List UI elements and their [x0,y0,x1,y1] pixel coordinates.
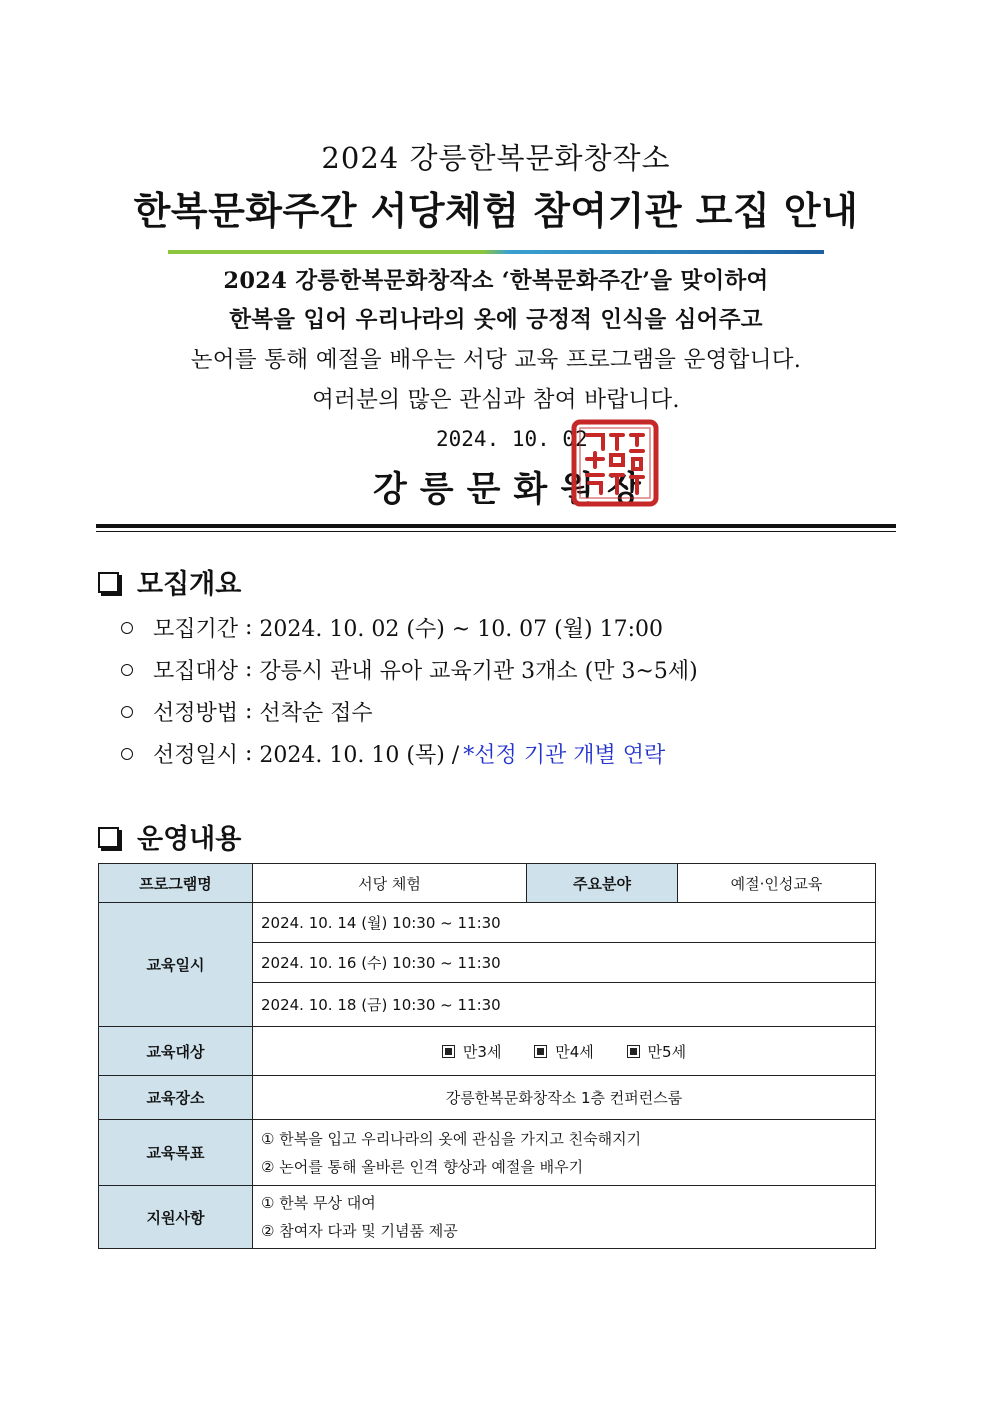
section-title-text: 운영내용 [137,824,242,855]
target-age-4 [534,1041,594,1062]
issue-date: 2024. 10. 02 [436,427,588,451]
goal-label: 교육목표 [99,1120,253,1186]
goal-1: ① 한복을 입고 우리나라의 옷에 관심을 가지고 친숙해지기 [261,1129,642,1148]
item-value: 2024. 10. 10 (목) / [259,743,460,768]
support-2: ② 참여자 다과 및 기념품 제공 [261,1222,458,1240]
contact-note: *선정 기관 개별 연락 [463,743,666,768]
section-title-recruitment [98,562,241,601]
item-separator: : [238,657,260,682]
place-label: 교육장소 [99,1076,253,1120]
section-title-operation [98,817,241,856]
circle-bullet-icon [121,706,133,718]
checked-box-icon [442,1045,455,1058]
circle-bullet-icon [121,664,133,676]
item-label: 모집대상 [153,659,239,684]
item-separator: : [238,741,260,766]
place-value: 강릉한복문화창작소 1층 컨퍼런스룸 [253,1076,876,1120]
intro-line-1: 2024 강릉한복문화창작소 ‘한복문화주간’을 맞이하여 [223,268,769,294]
support-1: ① 한복 무상 대여 [261,1194,376,1212]
field-label: 주요분야 [527,864,678,903]
program-value: 서당 체험 [253,864,527,903]
item-value: 강릉시 관내 유아 교육기관 3개소 (만 3~5세) [259,659,698,684]
support-values [253,1186,876,1249]
goal-2: ② 논어를 통해 올바른 인격 향상과 예절을 배우기 [261,1157,584,1176]
table-row [99,903,876,943]
section-title-text: 모집개요 [137,569,242,600]
checkbox-square-icon [98,827,119,848]
target-age-3 [442,1041,502,1062]
schedule-label: 교육일시 [99,903,253,1027]
table-row [99,1027,876,1076]
program-info-table [98,863,876,1249]
checkbox-square-icon [98,572,119,593]
document-subtitle: 2024 강릉한복문화창작소 [321,141,671,175]
schedule-2: 2024. 10. 16 (수) 10:30 ~ 11:30 [253,943,876,983]
circle-bullet-icon [121,622,133,634]
list-item [121,612,663,643]
circle-bullet-icon [121,748,133,760]
goal-values [253,1120,876,1186]
support-label: 지원사항 [99,1186,253,1249]
official-seal-icon [571,419,659,507]
intro-line-4: 여러분의 많은 관심과 참여 바랍니다. [312,387,680,413]
table-row [99,864,876,903]
checked-box-icon [627,1045,640,1058]
signatory: 강릉문화원장 [373,469,654,510]
target-age-5 [627,1041,687,1062]
item-label: 모집기간 [153,617,239,642]
intro-line-3: 논어를 통해 예절을 배우는 서당 교육 프로그램을 운영합니다. [190,347,802,373]
list-item [121,654,698,685]
schedule-1: 2024. 10. 14 (월) 10:30 ~ 11:30 [253,903,876,943]
document-title: 한복문화주간 서당체험 참여기관 모집 안내 [133,188,859,233]
item-separator: : [238,699,260,724]
schedule-3: 2024. 10. 18 (금) 10:30 ~ 11:30 [253,983,876,1027]
list-item [121,738,665,769]
table-row [99,1186,876,1249]
item-label: 선정방법 [153,701,239,726]
table-row [99,1120,876,1186]
field-value: 예절·인성교육 [678,864,876,903]
target-age-3-label: 만3세 [462,1042,502,1061]
checked-box-icon [534,1045,547,1058]
header-divider-thin [96,531,896,532]
item-separator: : [238,615,260,640]
target-age-4-label: 만4세 [555,1042,594,1061]
program-label: 프로그램명 [99,864,253,903]
target-age-5-label: 만5세 [647,1042,687,1061]
target-label: 교육대상 [99,1027,253,1076]
list-item [121,696,373,727]
item-label: 선정일시 [153,743,239,768]
item-value: 2024. 10. 02 (수) ~ 10. 07 (월) 17:00 [259,617,663,642]
item-value: 선착순 접수 [259,701,373,726]
target-options [253,1027,876,1076]
table-row [99,1076,876,1120]
title-divider [168,250,824,254]
intro-line-2: 한복을 입어 우리나라의 옷에 긍정적 인식을 심어주고 [229,307,763,333]
header-divider-thick [96,524,896,528]
